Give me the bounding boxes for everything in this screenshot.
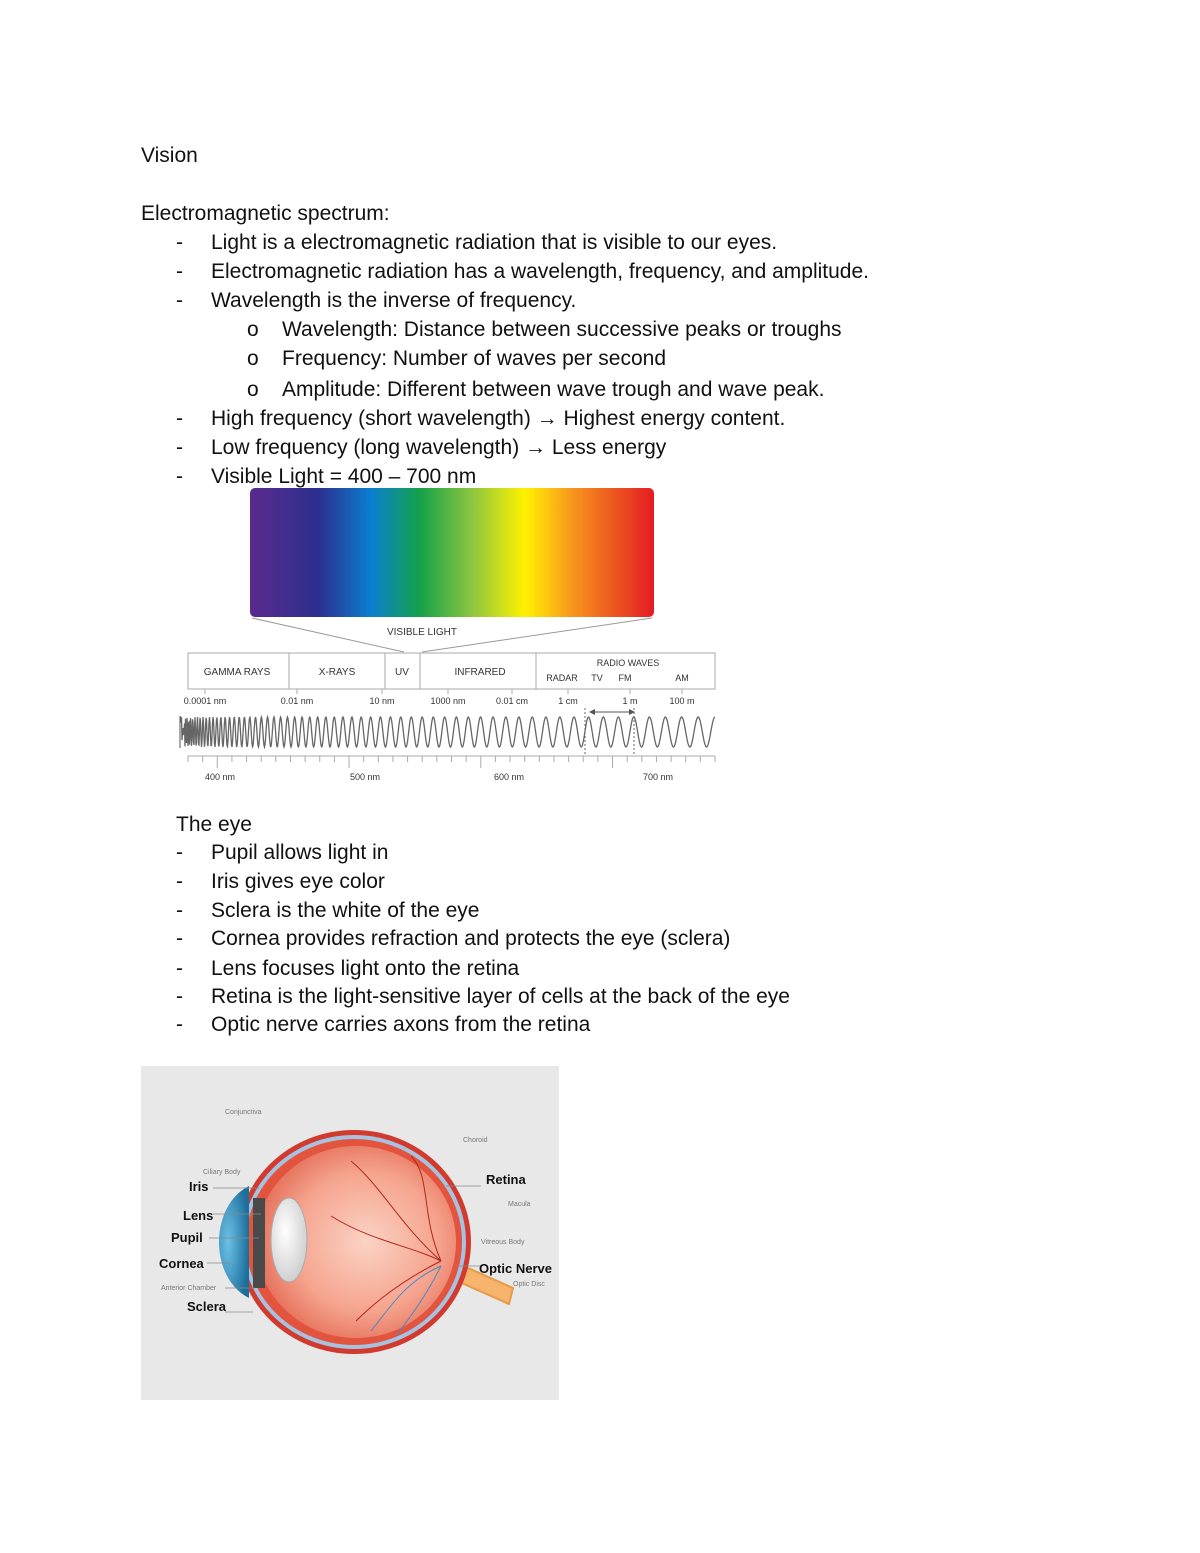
scale-label: 1 cm [558,696,578,706]
scale-label: 0.01 cm [495,696,529,706]
sub-list-item: Frequency: Number of waves per second [282,347,667,370]
label-vitreous-body: Vitreous Body [481,1239,525,1246]
label-optic-disc: Optic Disc [513,1281,545,1288]
bullet-dash: - [176,231,183,254]
label-anterior-chamber: Anterior Chamber [161,1285,217,1292]
section-heading-spectrum: Electromagnetic spectrum: [141,202,390,225]
list-item: Visible Light = 400 – 700 nm [211,465,477,488]
band-gamma: GAMMA RAYS [203,667,271,678]
visible-scale-label: 700 nm [642,772,674,782]
label-sclera: Sclera [187,1299,227,1314]
list-item: High frequency (short wavelength) → Highest energy content. [211,407,786,430]
label-macula: Macula [508,1201,531,1208]
label-lens: Lens [183,1208,214,1223]
bullet-dash: - [176,985,183,1008]
scale-label: 1 m [622,696,638,706]
band-tv: TV [591,673,603,683]
visible-scale-label: 600 nm [493,772,525,782]
visible-scale-label: 500 nm [349,772,381,782]
page-title: Vision [141,144,198,167]
sub-list-item: Wavelength: Distance between successive peaks or troughs [282,318,842,341]
label-conjunctiva: Conjunctiva [225,1109,262,1116]
label-choroid: Choroid [463,1137,488,1144]
label-optic-nerve: Optic Nerve [479,1261,552,1276]
list-item: Cornea provides refraction and protects the eye (sclera) [211,927,731,950]
visible-light-label: VISIBLE LIGHT [386,627,458,638]
sub-bullet-marker: o [247,347,259,370]
bullet-dash: - [176,899,183,922]
bullet-dash: - [176,436,183,459]
list-item: Low frequency (long wavelength) → Less energy [211,436,667,459]
bullet-dash: - [176,407,183,430]
scale-label: 10 nm [369,696,395,706]
wave-curve [180,717,715,747]
band-fm: FM [618,673,632,683]
list-item: Optic nerve carries axons from the retina [211,1013,591,1036]
band-am: AM [675,673,689,683]
sub-list-item: Amplitude: Different between wave trough and wave peak. [282,378,825,401]
label-iris: Iris [189,1179,209,1194]
label-ciliary-body: Ciliary Body [203,1169,241,1176]
list-item: Sclera is the white of the eye [211,899,480,922]
bullet-dash: - [176,1013,183,1036]
label-retina: Retina [486,1172,526,1187]
visible-gradient-bar [250,488,654,617]
list-item: Electromagnetic radiation has a wavelength, frequency, and amplitude. [211,260,870,283]
bullet-dash: - [176,927,183,950]
eye-diagram [141,1066,559,1400]
sub-bullet-marker: o [247,318,259,341]
list-item: Wavelength is the inverse of frequency. [211,289,577,312]
band-infrared: INFRARED [454,667,506,678]
lens-shape [271,1198,307,1282]
label-pupil: Pupil [171,1230,203,1245]
band-xrays: X-RAYS [318,667,356,678]
scale-label: 0.01 nm [280,696,314,706]
bullet-dash: - [176,260,183,283]
band-uv: UV [395,667,409,678]
list-item: Pupil allows light in [211,841,389,864]
scale-label: 0.0001 nm [183,696,227,706]
list-item: Retina is the light-sensitive layer of cells at the back of the eye [211,985,790,1008]
sub-bullet-marker: o [247,378,259,401]
section-heading-eye: The eye [176,813,252,836]
spectrum-figure [172,486,720,786]
list-item: Light is a electromagnetic radiation that is visible to our eyes. [211,231,778,254]
bullet-dash: - [176,870,183,893]
bullet-dash: - [176,841,183,864]
iris-shape [253,1198,265,1288]
bullet-dash: - [176,957,183,980]
scale-label: 100 m [669,696,695,706]
scale-label: 1000 nm [430,696,466,706]
visible-scale-label: 400 nm [204,772,236,782]
bullet-dash: - [176,289,183,312]
label-cornea: Cornea [159,1256,204,1271]
list-item: Lens focuses light onto the retina [211,957,520,980]
band-radar: RADAR [546,673,578,683]
bullet-dash: - [176,465,183,488]
band-radio: RADIO WAVES [596,658,660,668]
list-item: Iris gives eye color [211,870,385,893]
